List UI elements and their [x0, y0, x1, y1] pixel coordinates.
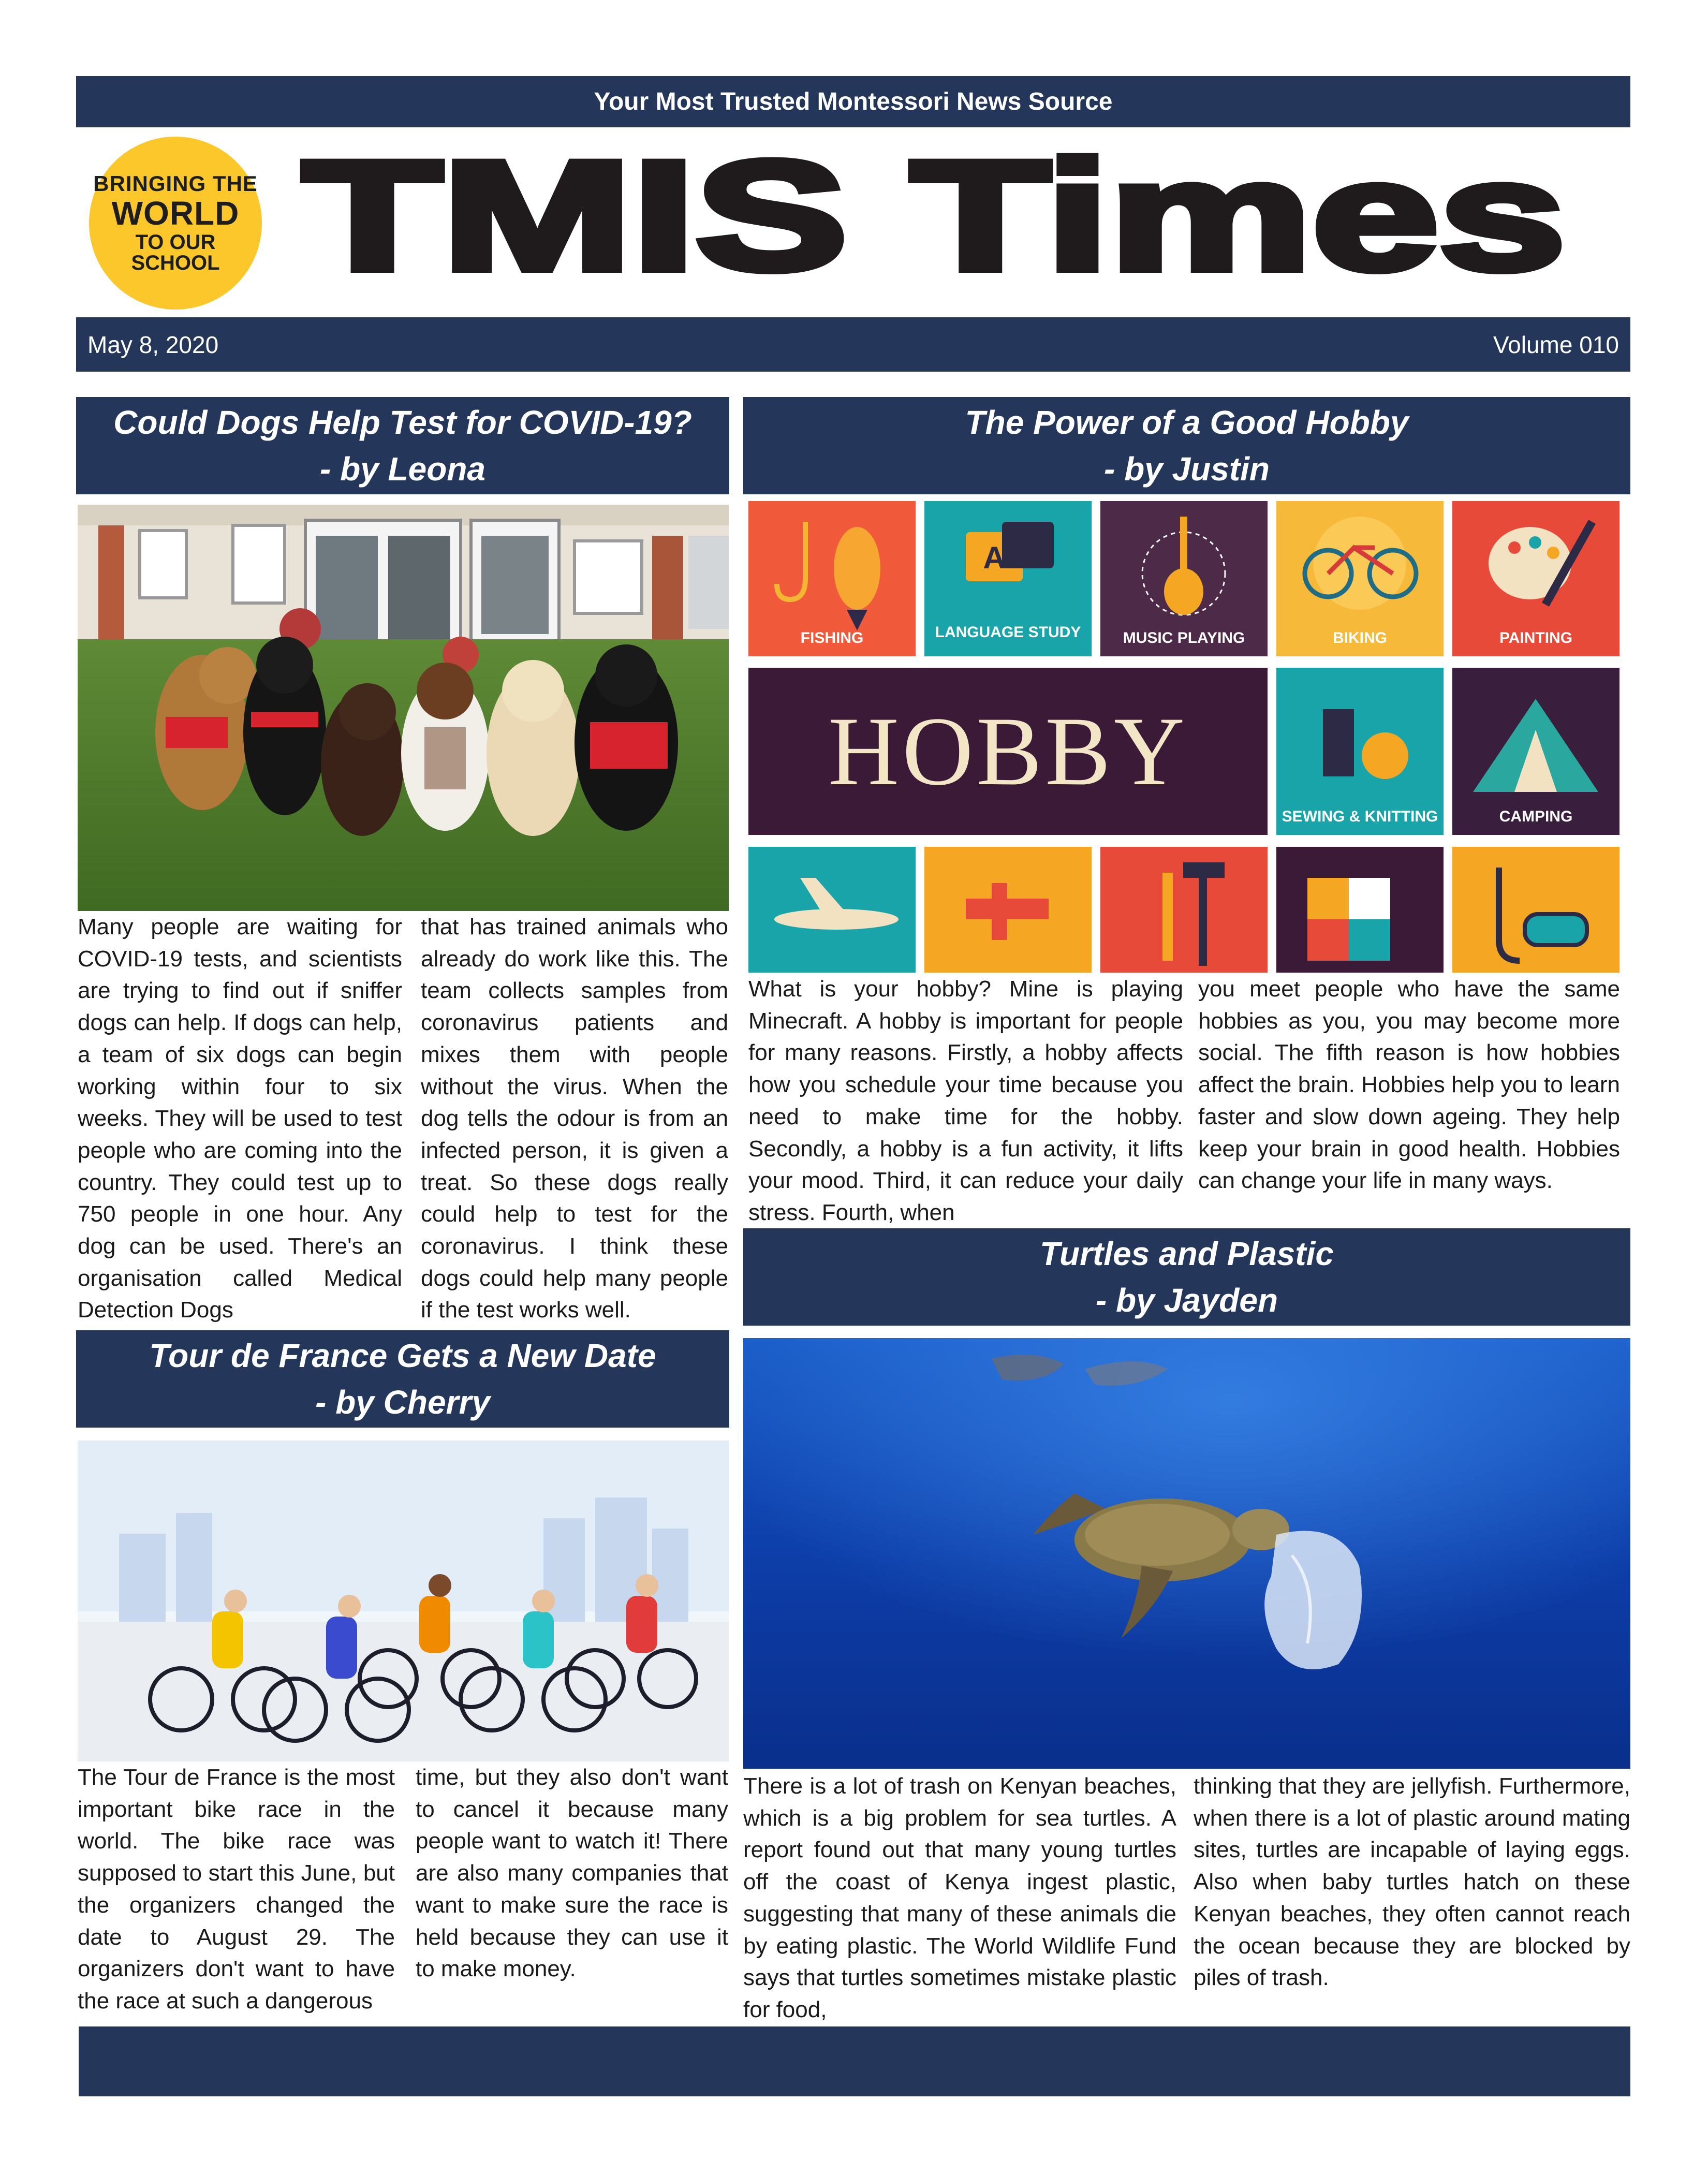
- turtle-photo: [743, 1338, 1630, 1769]
- camping-tile: [1452, 668, 1619, 835]
- turtles-text-col-2: thinking that they are jellyfish. Furthermore, when there is a lot of plastic around mating sites, turtles are incapable of laying eggs. Also when baby turtles hatch on these Kenyan beaches, they often cannot reach the ocean because they are blocked by piles of trash.: [1194, 1773, 1630, 1991]
- tour-text-col-1: The Tour de France is the most important bike race in the world. The bike race was supposed to start this June, but the organizers changed the date to August 29. The organizers don't want to have the race at such a dangerous: [78, 1765, 395, 2014]
- school-seal-logo: [89, 137, 262, 310]
- tile-label-biking: BIKING: [1333, 629, 1387, 647]
- puzzle-icon: [1276, 847, 1444, 973]
- svg-text:A: A: [983, 540, 1006, 575]
- tour-byline: - by Cherry: [315, 1384, 490, 1421]
- sewing-tile: [1276, 668, 1444, 835]
- footer-bar: [79, 2026, 1630, 2096]
- diy-tile: [1100, 847, 1268, 973]
- plastic-bag: [1264, 1531, 1362, 1670]
- hobby-byline: - by Justin: [1103, 450, 1270, 488]
- snorkel-icon: [1452, 847, 1619, 973]
- hobby-text-col-1: What is your hobby? Mine is playing Minecraft. A hobby is important for people for many reasons. Firstly, a hobby affects how you schedule your time because you need to make time for the hobby. Secondly, a hobby is a fun activity, it lifts your mood. Third, it can reduce your daily stress. Fourth, when: [748, 976, 1183, 1225]
- seal-line-1: BRINGING THE: [93, 171, 258, 196]
- dogs-byline: - by Leona: [319, 450, 486, 488]
- hobby-headline: [743, 397, 1630, 494]
- masthead-title: [295, 140, 1573, 305]
- hobby-title: The Power of a Good Hobby: [965, 404, 1409, 441]
- biplane-icon: [924, 847, 1092, 973]
- snorkel-tile: [1452, 847, 1619, 973]
- seal-line-3: TO OUR SCHOOL: [131, 231, 220, 274]
- tile-label-sewing: SEWING & KNITTING: [1282, 808, 1438, 825]
- turtles-title: Turtles and Plastic: [1040, 1235, 1334, 1272]
- model-plane-tile: [924, 847, 1092, 973]
- hobby-word: HOBBY: [828, 697, 1188, 806]
- biking-tile: [1276, 501, 1444, 656]
- dogs-photo: [78, 505, 729, 911]
- masthead-text: TMIS Times: [303, 140, 1566, 302]
- dogs-title: Could Dogs Help Test for COVID-19?: [113, 404, 692, 441]
- turtles-byline: - by Jayden: [1095, 1282, 1278, 1319]
- tile-label-painting: PAINTING: [1499, 629, 1573, 647]
- tools-icon: [1100, 847, 1268, 973]
- turtles-headline: [743, 1228, 1630, 1326]
- tagline-bar: [76, 76, 1630, 127]
- dogs-text-col-1: Many people are waiting for COVID-19 tests, and scientists are trying to find out if sniffer dogs can help. If dogs can help, a team of six dogs can begin working within four to six weeks. They will be used to test people who are coming into the country. They could test up to 750 people in one hour. Any dog can be used. There's an organisation called Medical Detection Dogs: [78, 914, 402, 1323]
- tour-title: Tour de France Gets a New Date: [149, 1337, 656, 1374]
- language-study-tile: [924, 501, 1092, 656]
- painting-tile: [1452, 501, 1619, 656]
- fishing-tile: [748, 501, 916, 656]
- music-playing-tile: [1100, 501, 1268, 656]
- date-bar: [76, 317, 1630, 372]
- issue-volume: Volume 010: [1493, 331, 1619, 358]
- dogs-headline: [76, 397, 729, 494]
- issue-date: May 8, 2020: [87, 331, 219, 358]
- tile-label-camping: CAMPING: [1499, 808, 1573, 825]
- cyclists-illustration: [78, 1441, 729, 1761]
- tile-label-music: MUSIC PLAYING: [1123, 629, 1245, 647]
- hobby-center-banner: [748, 668, 1268, 835]
- airplane-icon: [748, 847, 916, 973]
- turtles-text-col-1: There is a lot of trash on Kenyan beaches, which is a big problem for sea turtles. A report found out that many young turtles off the coast of Kenya ingest plastic, suggesting that many of these animals die by eating plastic. The World Wildlife Fund says that turtles sometimes mistake plastic for food,: [743, 1773, 1176, 2022]
- travel-tile: [748, 847, 916, 973]
- tile-label-fishing: FISHING: [800, 629, 864, 647]
- seal-line-2: WORLD: [111, 195, 240, 232]
- tour-headline: [76, 1330, 729, 1428]
- puzzle-tile: [1276, 847, 1444, 973]
- dogs-text-col-2: that has trained animals who already do work like this. The team collects samples from coronavirus patients and mixes them with people without the virus. When the dog tells the odour is from an infected person, it is given a treat. So these dogs really could help to test for the coronavirus. I think these dogs could help many people if the test works well.: [421, 914, 728, 1323]
- tagline: Your Most Trusted Montessori News Source: [594, 88, 1113, 115]
- tour-text-col-2: time, but they also don't want to cancel it because many people want to watch it! There are also many companies that want to make sure the race is held because they can use it to make money.: [416, 1765, 728, 1982]
- hobby-text-col-2: you meet people who have the same hobbies as you, you may become more social. The fifth reason is how hobbies affect the brain. Hobbies help you to learn faster and slow down ageing. They help keep your brain in good health. Hobbies can change your life in many ways.: [1198, 976, 1620, 1194]
- tile-label-language: LANGUAGE STUDY: [935, 624, 1081, 641]
